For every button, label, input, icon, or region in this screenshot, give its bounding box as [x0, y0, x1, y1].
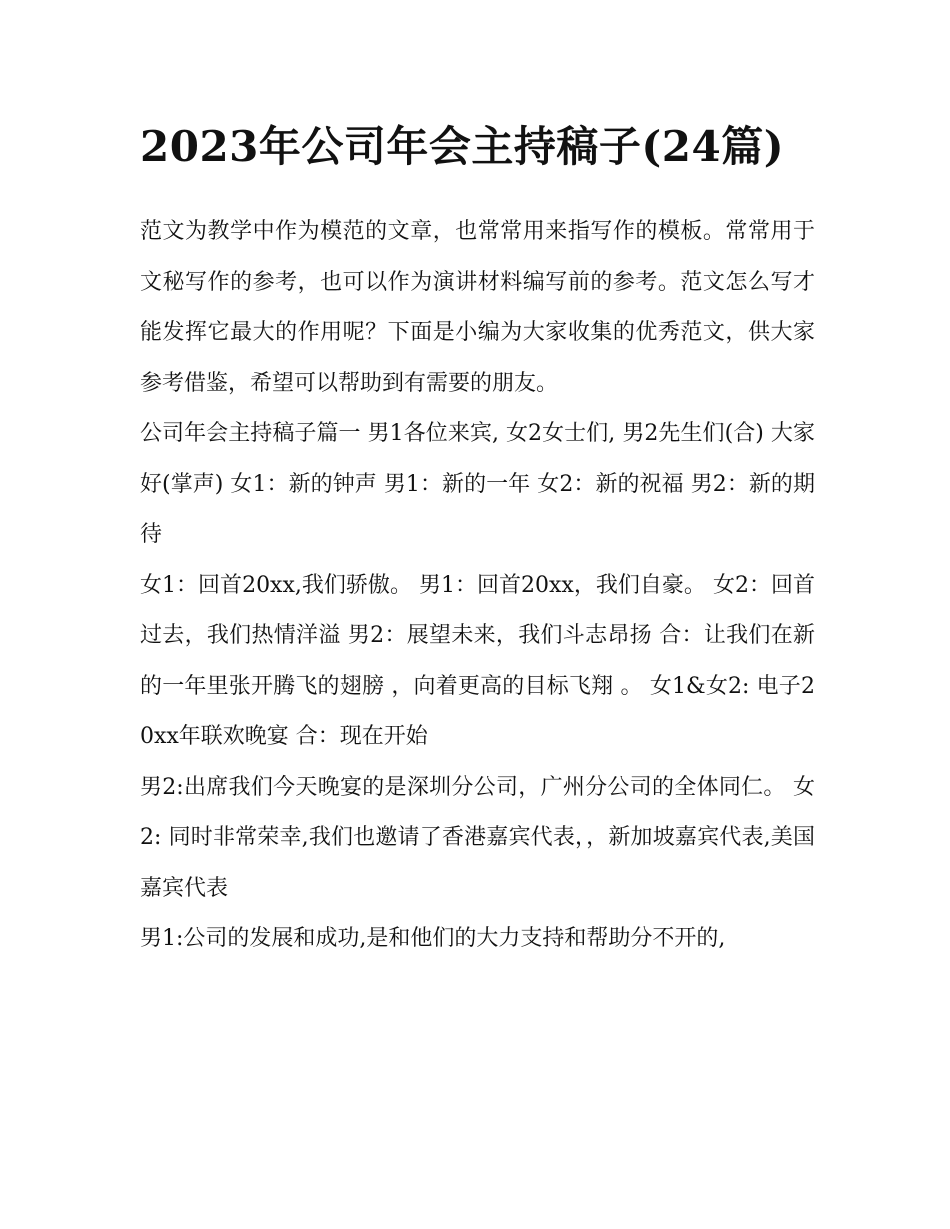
intro-paragraph: 范文为教学中作为模范的文章，也常常用来指写作的模板。常常用于文秘写作的参考，也可以作为演讲材料编写前的参考。范文怎么写才能发挥它最大的作用呢？下面是小编为大家收集的优秀范文，供大家参考借鉴，希望可以帮助到有需要的朋友。 [140, 219, 815, 396]
script-paragraph-review: 女1：回首20xx,我们骄傲。 男1：回首20xx，我们自豪。 女2：回首过去，我们热情洋溢 男2：展望未来，我们斗志昂扬 合：让我们在新的一年里张开腾飞的翅膀 ，向着更高的目标飞翔 。 女1&女2: 电子20xx年联欢晚宴 合：现在开始 [140, 572, 815, 749]
script-paragraph-guests: 男2:出席我们今天晚宴的是深圳分公司，广州分公司的全体同仁。 女2: 同时非常荣幸,我们也邀请了香港嘉宾代表，，新加坡嘉宾代表,美国嘉宾代表 [140, 774, 815, 901]
document-title: 2023年公司年会主持稿子(24篇) [140, 122, 785, 171]
script-paragraph-thanks: 男1:公司的发展和成功,是和他们的大力支持和帮助分不开的, [140, 926, 726, 951]
document-page [140, 108, 815, 965]
script-paragraph-opening: 公司年会主持稿子篇一 男1各位来宾, 女2女士们, 男2先生们(合) 大家好(掌声) 女1：新的钟声 男1：新的一年 女2：新的祝福 男2：新的期待 [140, 421, 815, 547]
